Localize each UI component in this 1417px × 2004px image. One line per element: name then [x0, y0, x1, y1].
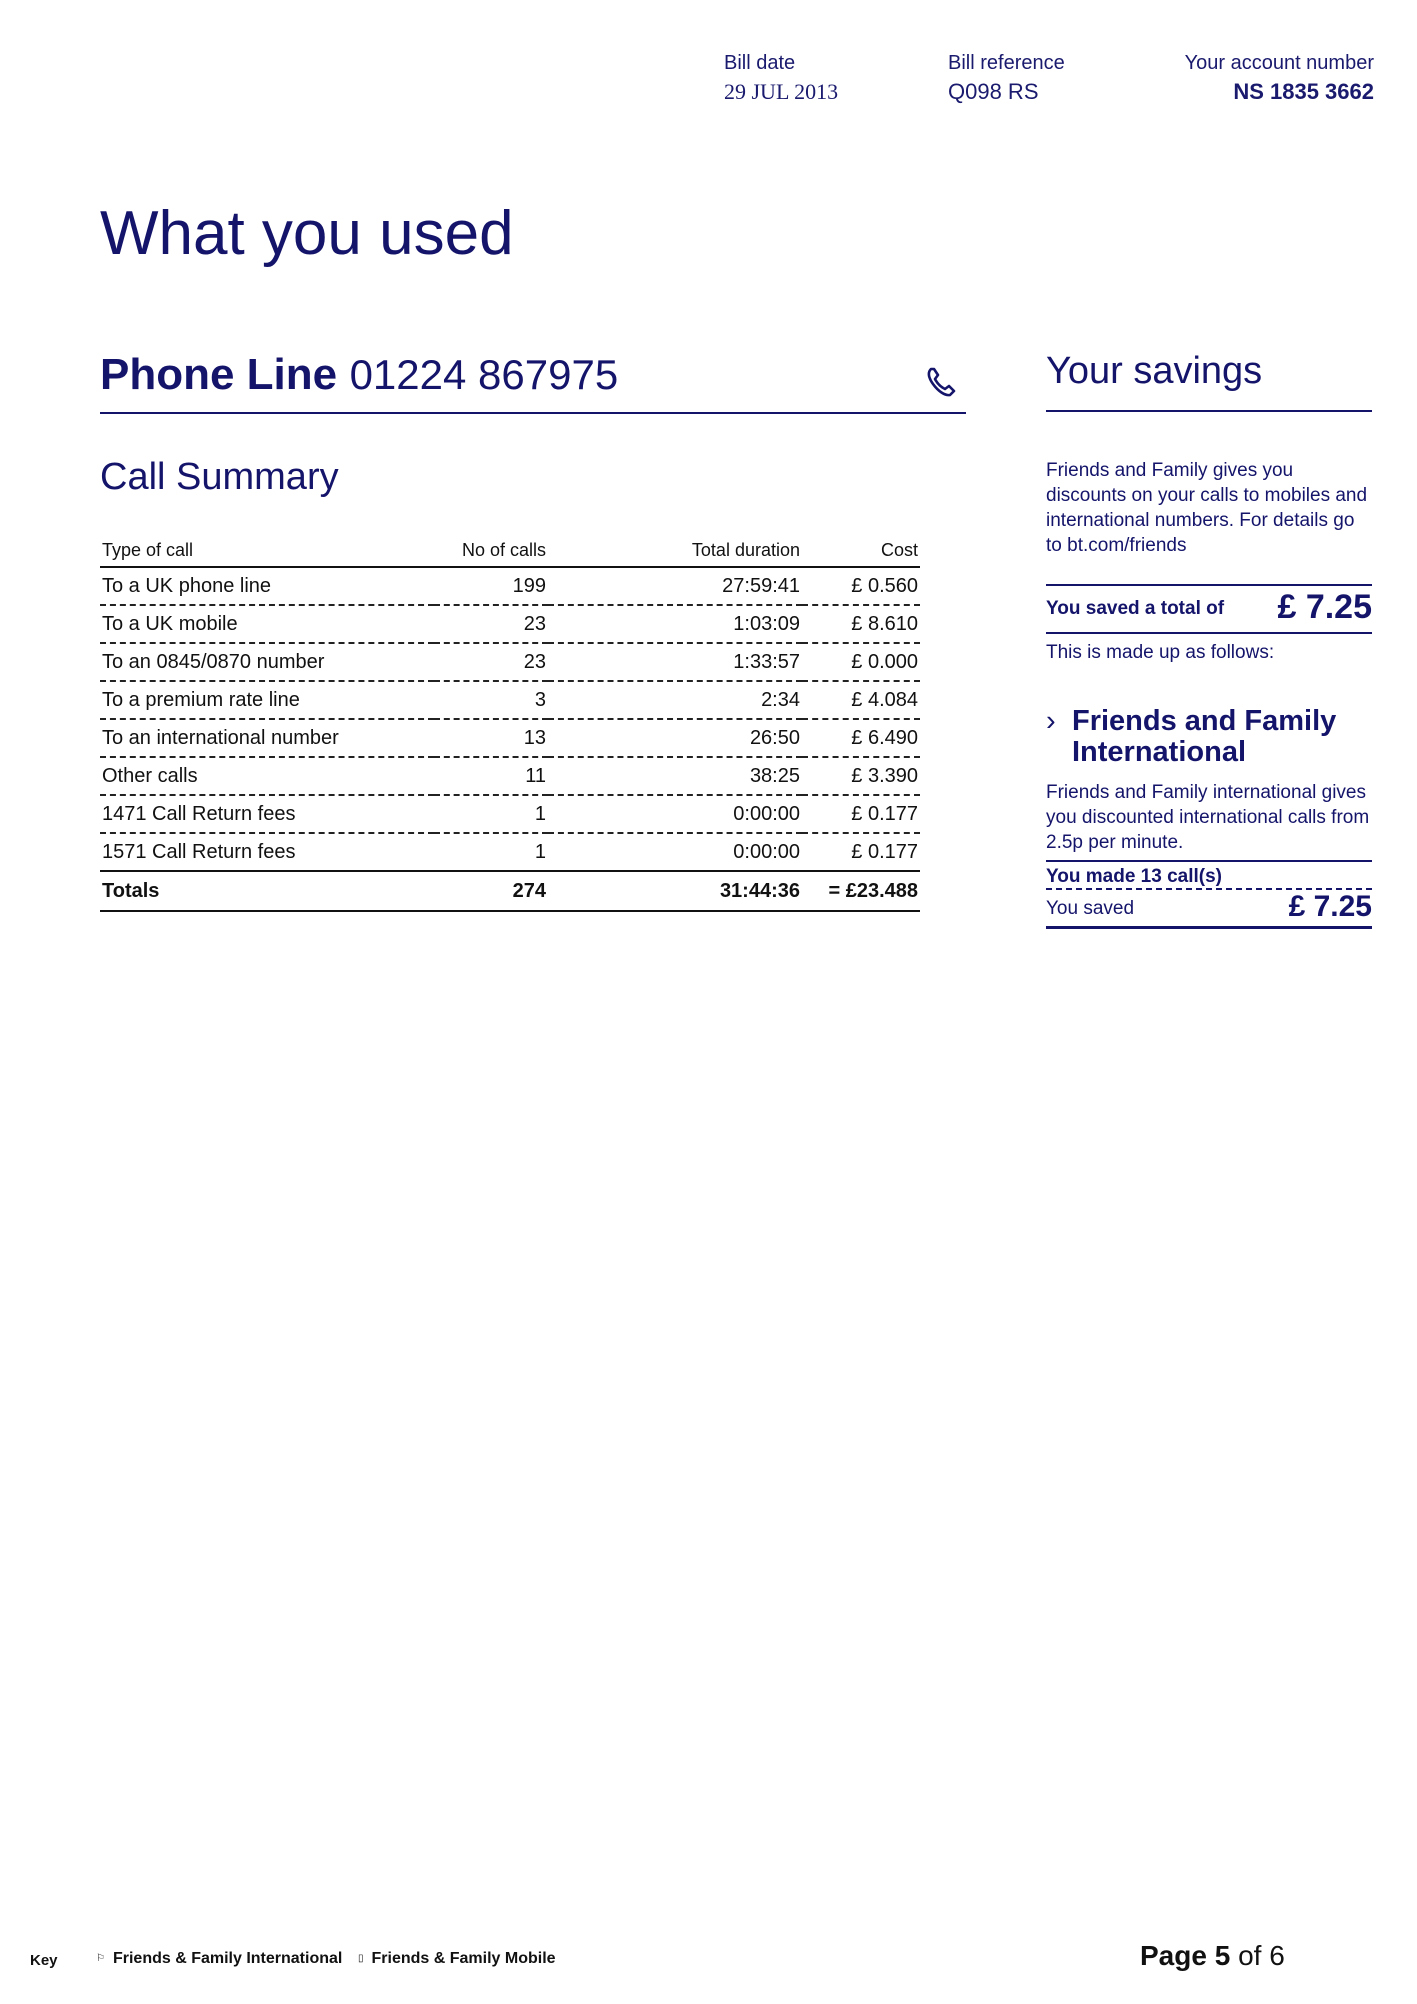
bill-date-label: Bill date [724, 52, 796, 74]
account-number-value: NS 1835 3662 [1233, 79, 1374, 104]
call-duration: 1:33:57 [548, 643, 802, 681]
made-up-text: This is made up as follows: [1046, 642, 1275, 663]
call-duration: 0:00:00 [548, 833, 802, 871]
phone-line-header [100, 350, 966, 414]
table-header-row [100, 536, 920, 567]
call-count: 23 [434, 643, 548, 681]
ffi-description: Friends and Family international gives you discounted international calls from 2.5p per minute. [1046, 782, 1370, 853]
saved-total-label: You saved a total of [1046, 598, 1225, 619]
key-item-ffm [358, 1950, 556, 1968]
call-count: 23 [434, 605, 548, 643]
call-type: To a UK phone line [100, 567, 434, 605]
bill-reference-value: Q098 RS [948, 79, 1039, 104]
made-calls: You made 13 call(s) [1046, 860, 1372, 890]
totals-cost: = £23.488 [802, 871, 920, 911]
ffi-heading [1046, 706, 1372, 768]
call-type: Other calls [100, 757, 434, 795]
call-type: To an 0845/0870 number [100, 643, 434, 681]
chevron-right-icon: › [1046, 705, 1056, 737]
totals-calls: 274 [434, 871, 548, 911]
page-title: What you used [100, 199, 514, 268]
call-duration: 38:25 [548, 757, 802, 795]
table-row [100, 833, 920, 871]
bill-date [724, 52, 838, 105]
you-saved-label: You saved [1046, 898, 1135, 919]
call-duration: 2:34 [548, 681, 802, 719]
phone-line-number: 01224 867975 [349, 351, 619, 398]
call-duration: 26:50 [548, 719, 802, 757]
you-saved-row [1046, 892, 1372, 929]
table-row [100, 681, 920, 719]
call-count: 199 [434, 567, 548, 605]
bill-reference-label: Bill reference [948, 52, 1065, 74]
table-row [100, 605, 920, 643]
call-cost: £ 0.177 [802, 795, 920, 833]
saved-total-box [1046, 584, 1372, 634]
mobile-icon: ▯ [358, 1953, 364, 1965]
you-saved-value: £ 7.25 [1288, 890, 1372, 923]
bill-reference [948, 52, 1065, 105]
call-cost: £ 3.390 [802, 757, 920, 795]
call-cost: £ 0.177 [802, 833, 920, 871]
table-row [100, 795, 920, 833]
key-item-label: Friends & Family Mobile [371, 1950, 556, 1967]
call-cost: £ 0.560 [802, 567, 920, 605]
call-count: 1 [434, 833, 548, 871]
call-type: To an international number [100, 719, 434, 757]
flag-icon: ⚐ [96, 1953, 105, 1965]
call-duration: 0:00:00 [548, 795, 802, 833]
table-row [100, 643, 920, 681]
key-item-label: Friends & Family International [112, 1950, 343, 1967]
column-header-cost: Cost [802, 536, 920, 567]
call-type: 1471 Call Return fees [100, 795, 434, 833]
account-number-label: Your account number [1184, 52, 1374, 74]
key-item-ffi [96, 1950, 342, 1968]
page-number [1140, 1940, 1285, 1972]
call-cost: £ 0.000 [802, 643, 920, 681]
saved-total-value: £ 7.25 [1277, 588, 1372, 626]
page-of: of [1238, 1940, 1262, 1971]
totals-label: Totals [100, 871, 434, 911]
table-row [100, 719, 920, 757]
bill-date-value: 29 JUL 2013 [724, 79, 839, 104]
column-header-calls: No of calls [434, 536, 548, 567]
call-count: 11 [434, 757, 548, 795]
table-row [100, 757, 920, 795]
call-type: To a premium rate line [100, 681, 434, 719]
page-word: Page [1140, 1940, 1207, 1971]
call-count: 13 [434, 719, 548, 757]
column-header-duration: Total duration [548, 536, 802, 567]
call-cost: £ 4.084 [802, 681, 920, 719]
call-type: To a UK mobile [100, 605, 434, 643]
phone-icon [924, 364, 960, 400]
page-current: 5 [1214, 1940, 1231, 1971]
call-type: 1571 Call Return fees [100, 833, 434, 871]
account-number [1185, 52, 1374, 105]
phone-line-label: Phone Line [100, 350, 338, 399]
call-duration: 27:59:41 [548, 567, 802, 605]
call-count: 1 [434, 795, 548, 833]
call-count: 3 [434, 681, 548, 719]
call-cost: £ 8.610 [802, 605, 920, 643]
column-header-type: Type of call [100, 536, 434, 567]
key-label: Key [30, 1952, 58, 1969]
call-cost: £ 6.490 [802, 719, 920, 757]
page-total: 6 [1269, 1940, 1285, 1971]
totals-duration: 31:44:36 [548, 871, 802, 911]
call-summary-table [100, 536, 920, 912]
table-row [100, 567, 920, 605]
call-summary-title: Call Summary [100, 456, 339, 498]
call-duration: 1:03:09 [548, 605, 802, 643]
savings-title: Your savings [1046, 350, 1372, 412]
ffi-title: Friends and Family International [1072, 705, 1337, 768]
totals-row [100, 871, 920, 911]
savings-intro: Friends and Family gives you discounts on your calls to mobiles and international numbers. For details go to bt.com/friends [1046, 460, 1368, 556]
